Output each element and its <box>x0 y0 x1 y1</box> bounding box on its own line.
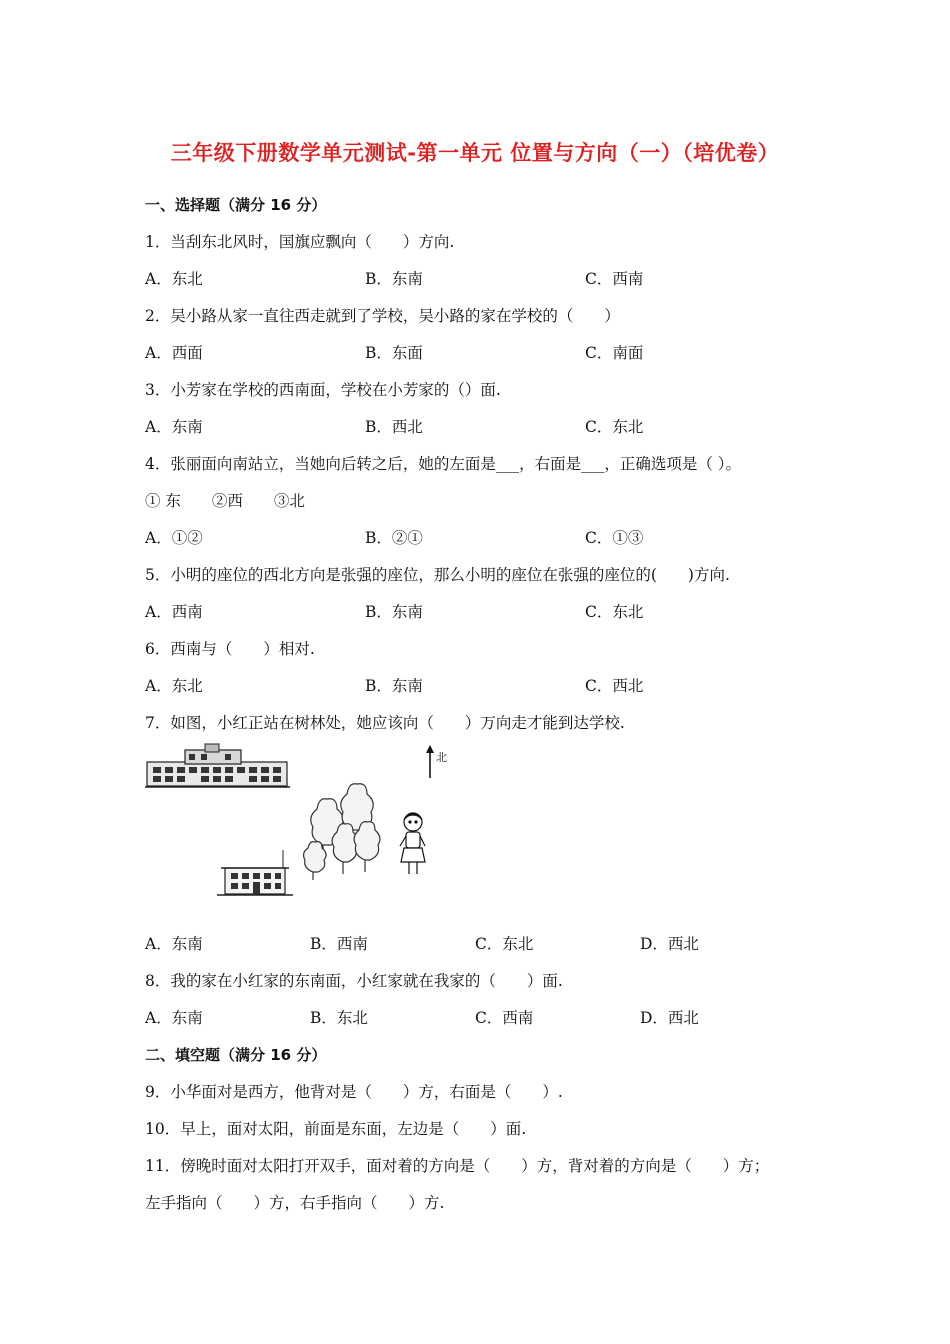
question-7: 7．如图，小红正站在树林处，她应该向（ ）万向走才能到达学校. <box>145 714 625 732</box>
map-figure <box>145 740 465 905</box>
q2-option-b: B．东面 <box>365 344 423 362</box>
q4-option-a: A．①② <box>145 529 203 547</box>
q7-option-c: C．东北 <box>475 935 534 953</box>
q3-option-a: A．东南 <box>145 418 203 436</box>
q8-option-a: A．东南 <box>145 1009 203 1027</box>
q4-option-b: B．②① <box>365 529 423 547</box>
forest-icon <box>304 784 380 880</box>
question-10: 10．早上，面对太阳，前面是东面，左边是（ ）面. <box>145 1120 527 1138</box>
question-6: 6．西南与（ ）相对. <box>145 640 315 658</box>
q3-option-c: C．东北 <box>585 418 644 436</box>
house-icon <box>217 850 293 895</box>
girl-icon <box>400 813 425 874</box>
question-4: 4．张丽面向南站立，当她向后转之后，她的左面是___，右面是___，正确选项是（ ）。 <box>145 455 742 473</box>
q4-option-c: C．①③ <box>585 529 644 547</box>
q5-option-b: B．东南 <box>365 603 423 621</box>
question-11-continued: 左手指向（ ）方，右手指向（ ）方. <box>145 1194 445 1212</box>
q1-option-b: B．东南 <box>365 270 423 288</box>
q1-option-c: C．西南 <box>585 270 644 288</box>
question-1: 1．当刮东北风时，国旗应飘向（ ）方向. <box>145 233 455 251</box>
q5-option-c: C．东北 <box>585 603 644 621</box>
section-heading-choice: 一、选择题（满分 16 分） <box>145 196 327 214</box>
school-building-icon <box>145 744 290 787</box>
question-5: 5．小明的座位的西北方向是张强的座位，那么小明的座位在张强的座位的( )方向. <box>145 566 730 584</box>
q6-option-b: B．东南 <box>365 677 423 695</box>
q7-option-b: B．西南 <box>310 935 368 953</box>
north-label: 北 <box>436 751 447 764</box>
q8-option-c: C．西南 <box>475 1009 534 1027</box>
q2-option-a: A．西面 <box>145 344 203 362</box>
section-heading-fill: 二、填空题（满分 16 分） <box>145 1046 327 1064</box>
question-3: 3．小芳家在学校的西南面，学校在小芳家的（）面. <box>145 381 501 399</box>
question-8: 8．我的家在小红家的东南面，小红家就在我家的（ ）面. <box>145 972 563 990</box>
q3-option-b: B．西北 <box>365 418 423 436</box>
page-title: 三年级下册数学单元测试-第一单元 位置与方向（一）（培优卷） <box>170 141 780 165</box>
q7-option-a: A．东南 <box>145 935 203 953</box>
q4-items: ① 东 ②西 ③北 <box>145 492 305 510</box>
q8-option-d: D．西北 <box>640 1009 699 1027</box>
question-9: 9．小华面对是西方，他背对是（ ）方，右面是（ ）. <box>145 1083 563 1101</box>
q7-option-d: D．西北 <box>640 935 699 953</box>
question-2: 2．吴小路从家一直往西走就到了学校，吴小路的家在学校的（ ） <box>145 307 620 325</box>
north-arrow-icon <box>426 745 434 778</box>
q6-option-c: C．西北 <box>585 677 644 695</box>
q1-option-a: A．东北 <box>145 270 203 288</box>
q2-option-c: C．南面 <box>585 344 644 362</box>
question-11: 11．傍晚时面对太阳打开双手，面对着的方向是（ ）方，背对着的方向是（ ）方； <box>145 1157 770 1175</box>
q6-option-a: A．东北 <box>145 677 203 695</box>
q8-option-b: B．东北 <box>310 1009 368 1027</box>
q5-option-a: A．西南 <box>145 603 203 621</box>
